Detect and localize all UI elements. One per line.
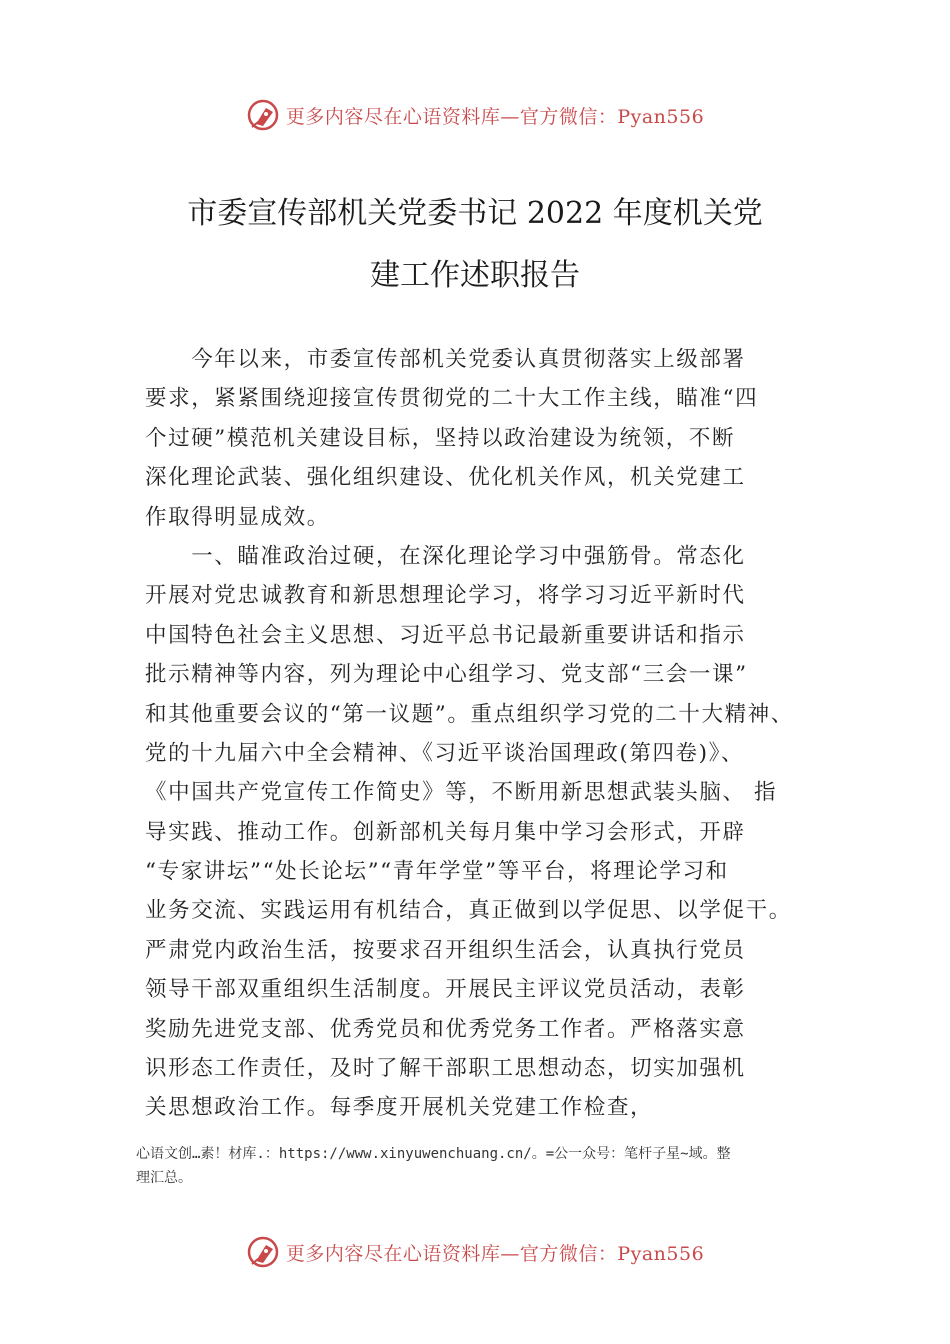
banner-text: 更多内容尽在心语资料库—官方微信：Pyan556 (285, 105, 705, 128)
body-line: 党的十九届六中全会精神、《习近平谈治国理政(第四卷)》、 (145, 740, 745, 766)
body-line: 关思想政治工作。每季度开展机关党建工作检查， (145, 1095, 654, 1121)
body-line: 《中国共产党宣传工作简史》等，不断用新思想武装头脑、 指 (145, 780, 778, 806)
body-line: 严肃党内政治生活，按要求召开组织生活会，认真执行党员 (145, 937, 746, 963)
body-line: 和其他重要会议的“第一议题”。重点组织学习党的二十大精神、 (145, 701, 794, 727)
body-line: 深化理论武装、强化组织建设、优化机关作风，机关党建工 (145, 465, 746, 491)
body-line: 业务交流、实践运用有机结合，真正做到以学促思、以学促干。 (145, 898, 792, 924)
footer-banner (0, 1232, 950, 1272)
source-footnote (136, 1142, 836, 1190)
body-line: 作取得明显成效。 (145, 504, 330, 530)
document-title-line-1: 市委宣传部机关党委书记 2022 年度机关党 (187, 196, 763, 231)
body-line: 中国特色社会主义思想、习近平总书记最新重要讲话和指示 (145, 622, 746, 648)
body-line: 个过硬”模范机关建设目标，坚持以政治建设为统领，不断 (145, 425, 736, 451)
footnote-line-1: 心语文创…素！材库.：https://www.xinyuwenchuang.cn/。=公一众号：笔杆子星~域。整 (136, 1146, 731, 1162)
body-line: 领导干部双重组织生活制度。开展民主评议党员活动，表彰 (145, 977, 746, 1003)
body-line: 今年以来，市委宣传部机关党委认真贯彻落实上级部署 (145, 347, 746, 372)
banner-text: 更多内容尽在心语资料库—官方微信：Pyan556 (285, 1242, 705, 1265)
body-line: “专家讲坛”“处长论坛”“青年学堂”等平台，将理论学习和 (145, 859, 729, 885)
body-line: 要求，紧紧围绕迎接宣传贯彻党的二十大工作主线，瞄准“四 (145, 386, 759, 412)
pen-nib-icon (246, 97, 282, 133)
body-line: 奖励先进党支部、优秀党员和优秀党务工作者。严格落实意 (145, 1016, 746, 1042)
body-line: 识形态工作责任，及时了解干部职工思想动态，切实加强机 (145, 1056, 746, 1082)
header-banner (0, 95, 950, 135)
report-body (145, 340, 825, 1128)
body-line: 导实践、推动工作。创新部机关每月集中学习会形式，开辟 (145, 819, 746, 845)
pen-nib-icon (246, 1234, 282, 1270)
footnote-line-2: 理汇总。 (136, 1170, 192, 1186)
document-title-line-2: 建工作述职报告 (370, 258, 580, 293)
body-line: 开展对党忠诚教育和新思想理论学习，将学习习近平新时代 (145, 583, 746, 609)
body-line: 批示精神等内容，列为理论中心组学习、党支部“三会一课” (145, 662, 748, 688)
body-line: 一、瞄准政治过硬，在深化理论学习中强筋骨。常态化 (145, 543, 746, 569)
